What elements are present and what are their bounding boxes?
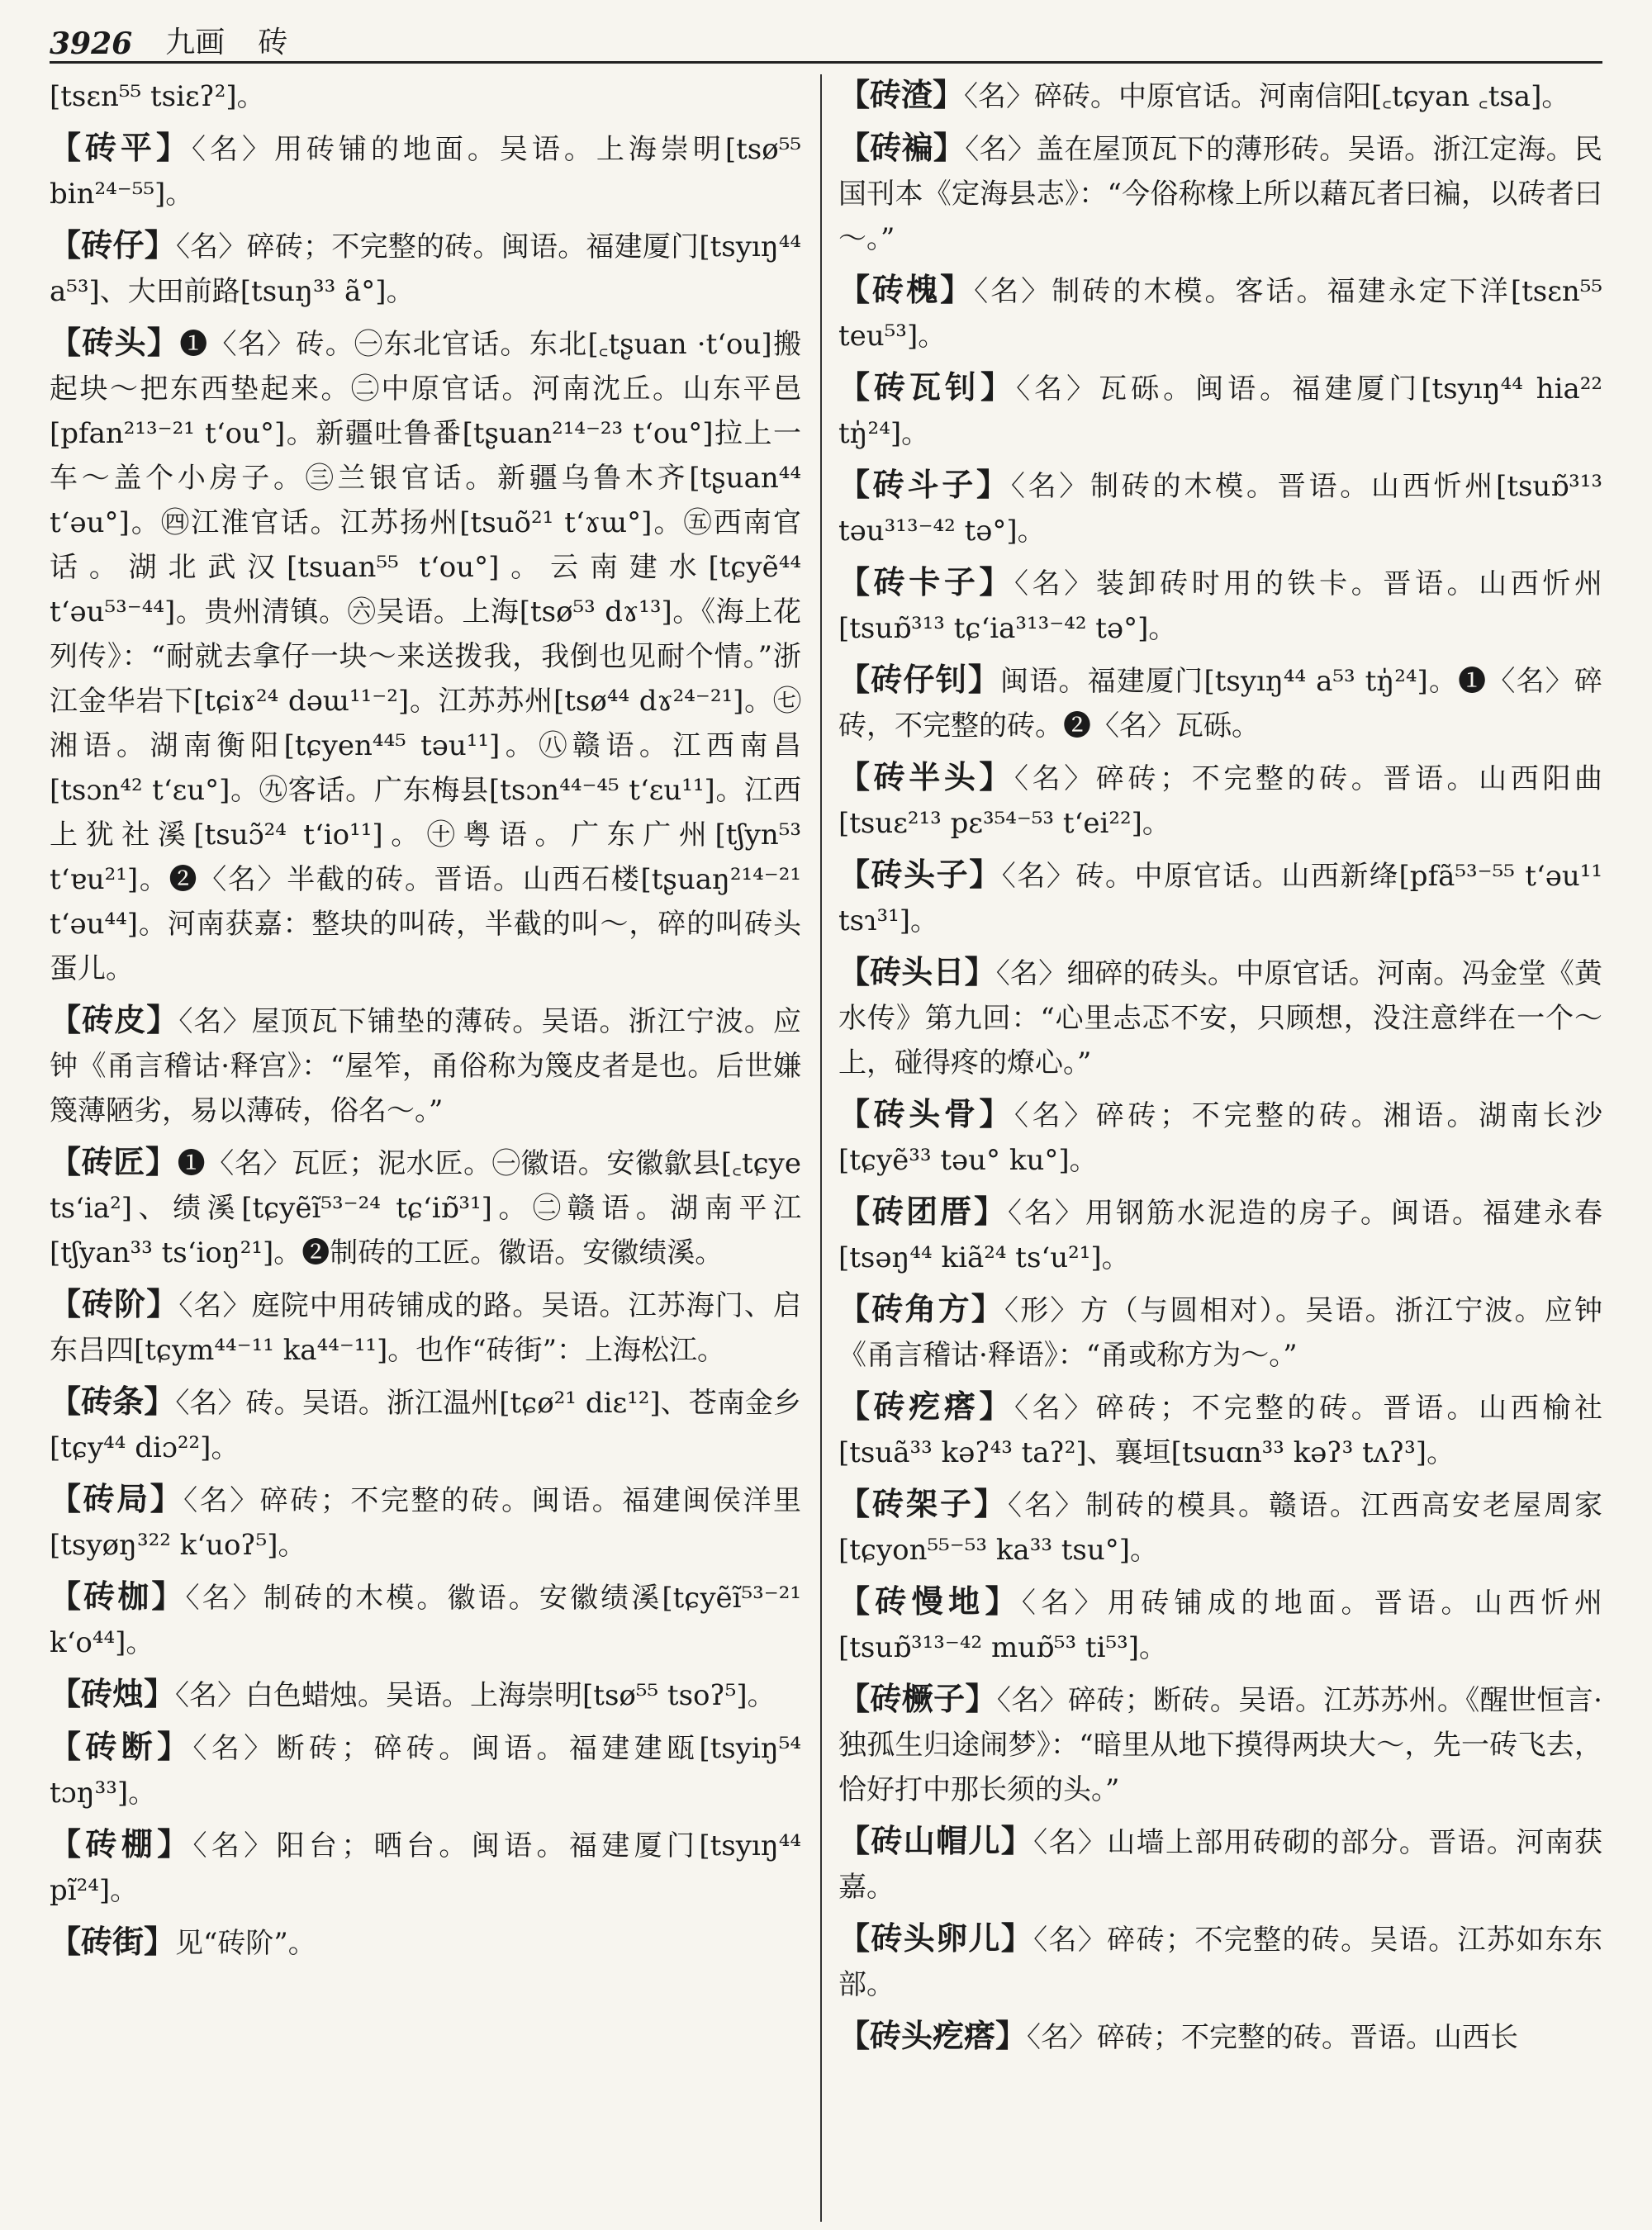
entry-definition: 〈名〉制砖的木模。客话。福建永定下洋[tsɛn⁵⁵ teu⁵³]。 <box>838 275 1602 353</box>
dictionary-entry <box>50 1672 801 1718</box>
section-label: 九画 <box>165 26 225 59</box>
dictionary-entry <box>838 1189 1602 1280</box>
dictionary-entry <box>838 1482 1602 1573</box>
entry-headword: 【砖匠】 <box>50 1143 178 1180</box>
entry-headword: 【砖仔】 <box>50 226 176 263</box>
entry-headword: 【砖阶】 <box>50 1285 179 1322</box>
entry-definition: 〈名〉屋顶瓦下铺垫的薄砖。吴语。浙江宁波。应钟《甬言稽诂·释宫》：“屋笮，甬俗称为篾皮者是也。后世嫌篾薄陋劣，易以薄砖，俗名～。” <box>50 1005 801 1127</box>
entry-headword: 【砖架子】 <box>838 1485 1008 1522</box>
dictionary-entry <box>50 1919 801 1966</box>
entry-headword: 【砖头卵儿】 <box>838 1919 1034 1957</box>
entry-definition: [tsɛn⁵⁵ tsiɛʔ²]。 <box>50 80 265 113</box>
entry-headword: 【砖瓦钊】 <box>838 368 1017 406</box>
dictionary-entry <box>50 1822 801 1913</box>
entry-headword: 【砖半头】 <box>838 758 1015 795</box>
entry-definition: 闽语。福建厦门[tsyıŋ⁴⁴ a⁵³ tŋ̍²⁴]。❶〈名〉碎砖，不完整的砖。❷〈名〉瓦砾。 <box>838 665 1602 743</box>
page-header <box>50 15 1602 64</box>
dictionary-entry <box>838 1579 1602 1670</box>
entry-definition: 〈名〉用砖铺成的地面。晋语。山西忻州[tsuɒ̃³¹³⁻⁴² muɒ̃⁵³ ti⁵³]。 <box>838 1587 1602 1664</box>
dictionary-entry <box>50 1725 801 1815</box>
entry-headword: 【砖山帽儿】 <box>838 1822 1034 1859</box>
entry-definition: 〈名〉装卸砖时用的铁卡。晋语。山西忻州[tsuɒ̃³¹³ tɕʻia³¹³⁻⁴² tə°]。 <box>838 567 1602 645</box>
entry-definition: 〈名〉碎砖。中原官话。河南信阳[꜀tɕyan ꜀tsa]。 <box>964 80 1570 113</box>
entry-headword: 【砖疙瘩】 <box>838 1388 1015 1425</box>
entry-definition: 〈名〉砖。中原官话。山西新绛[pfã⁵³⁻⁵⁵ tʻəu¹¹ tsɿ³¹]。 <box>838 860 1602 937</box>
entry-headword: 【砖头疙瘩】 <box>838 2017 1028 2054</box>
entry-definition: 〈名〉制砖的模具。赣语。江西高安老屋周家[tɕyon⁵⁵⁻⁵³ ka³³ tsu°]。 <box>838 1489 1602 1567</box>
entry-definition: 〈名〉碎砖；不完整的砖。闽语。福建闽侯洋里[tsyøŋ³²² kʻuoʔ⁵]。 <box>50 1484 801 1562</box>
entry-definition: 〈名〉用砖铺的地面。吴语。上海崇明[tsø⁵⁵ bin²⁴⁻⁵⁵]。 <box>50 133 801 211</box>
entry-headword: 【砖斗子】 <box>838 466 1011 503</box>
entry-definition: ❶〈名〉瓦匠；泥水匠。㊀徽语。安徽歙县[꜀tɕye tsʻia²]、绩溪[tɕyẽĩ⁵³⁻²⁴ tɕʻiɒ̃³¹]。㊁赣语。湖南平江[tʃyan³³ tsʻioŋ²¹]。❷制砖的工匠。徽语。安徽绩溪。 <box>50 1147 801 1269</box>
entry-definition: 〈形〉方（与圆相对）。吴语。浙江宁波。应钟《甬言稽诂·释语》：“甬或称方为～。” <box>838 1294 1602 1372</box>
entry-headword: 【砖慢地】 <box>838 1582 1022 1620</box>
entry-definition: 〈名〉碎砖；不完整的砖。晋语。山西阳曲[tsuɛ²¹³ pɛ³⁵⁴⁻⁵³ tʻei²²]。 <box>838 762 1602 840</box>
dictionary-entry <box>50 1282 801 1373</box>
entry-definition: 〈名〉制砖的木模。晋语。山西忻州[tsuɒ̃³¹³ təu³¹³⁻⁴² tə°]。 <box>838 470 1602 548</box>
entry-definition: 〈名〉碎砖；断砖。吴语。江苏苏州。《醒世恒言·独孤生归途闹梦》：“暗里从地下摸得两块大～，先一砖飞去，恰好打中那长须的头。” <box>838 1684 1602 1806</box>
entry-headword: 【砖棚】 <box>50 1825 193 1862</box>
dictionary-entry <box>838 560 1602 651</box>
entry-headword: 【砖头日】 <box>838 953 996 990</box>
entry-definition: 〈名〉阳台；晒台。闽语。福建厦门[tsyıŋ⁴⁴ pĩ²⁴]。 <box>50 1829 801 1907</box>
entry-headword: 【砖局】 <box>50 1480 184 1517</box>
entry-definition: 〈名〉碎砖；不完整的砖。晋语。山西榆社[tsuã³³ kəʔ⁴³ taʔ²]、襄垣[tsuɑn³³ kəʔ³ tʌʔ³]。 <box>838 1392 1602 1469</box>
entry-headword: 【砖褊】 <box>838 129 966 166</box>
dictionary-entry <box>838 463 1602 553</box>
dictionary-entry <box>838 365 1602 456</box>
dictionary-entry <box>838 1287 1602 1378</box>
dictionary-entry <box>50 1379 801 1470</box>
dictionary-entry <box>50 126 801 216</box>
entry-definition: 〈名〉瓦砾。闽语。福建厦门[tsyıŋ⁴⁴ hia²² tŋ̍²⁴]。 <box>838 372 1602 450</box>
entry-definition: 〈名〉盖在屋顶瓦下的薄形砖。吴语。浙江定海。民国刊本《定海县志》：“今俗称椽上所以藉瓦者曰褊，以砖者曰～。” <box>838 133 1602 255</box>
entry-definition: 〈名〉碎砖；不完整的砖。吴语。江苏如东东部。 <box>838 1924 1602 2001</box>
column-divider <box>820 74 822 2222</box>
entry-headword: 【砖皮】 <box>50 1001 179 1038</box>
dictionary-entry <box>838 852 1602 943</box>
dictionary-entry <box>50 73 801 119</box>
entry-headword: 【砖卡子】 <box>838 563 1015 600</box>
dictionary-entry <box>50 320 801 991</box>
entry-definition: 见“砖阶”。 <box>175 1927 316 1960</box>
entry-definition: 〈名〉碎砖；不完整的砖。闽语。福建厦门[tsyıŋ⁴⁴ a⁵³]、大田前路[tsuŋ³³ ã°]。 <box>50 230 801 308</box>
dictionary-entry <box>838 755 1602 846</box>
entry-definition: 〈名〉砖。吴语。浙江温州[tɕø²¹ diɛ¹²]、苍南金乡[tɕy⁴⁴ diɔ²²]。 <box>50 1387 801 1464</box>
entry-headword: 【砖槐】 <box>838 271 975 308</box>
entry-definition: 〈名〉山墙上部用砖砌的部分。晋语。河南获嘉。 <box>838 1826 1602 1904</box>
dictionary-entry <box>50 1477 801 1568</box>
entry-headword: 【砖枷】 <box>50 1578 186 1615</box>
dictionary-entry <box>838 1384 1602 1475</box>
entry-headword: 【砖团厝】 <box>838 1193 1008 1230</box>
dictionary-entry <box>838 950 1602 1085</box>
entry-headword: 【砖平】 <box>50 129 192 166</box>
dictionary-entry <box>50 223 801 314</box>
entry-headword: 【砖橛子】 <box>838 1680 997 1717</box>
entry-headword: 【砖头骨】 <box>838 1095 1015 1132</box>
entry-definition: 〈名〉制砖的木模。徽语。安徽绩溪[tɕyẽĩ⁵³⁻²¹ kʻo⁴⁴]。 <box>50 1582 801 1659</box>
entry-headword: 【砖头】 <box>50 324 180 361</box>
dictionary-entry <box>838 73 1602 119</box>
dictionary-entry <box>50 1574 801 1665</box>
dictionary-entry <box>838 268 1602 358</box>
entry-headword: 【砖断】 <box>50 1728 193 1765</box>
entry-headword: 【砖角方】 <box>838 1290 1004 1327</box>
dictionary-entry <box>838 657 1602 748</box>
dictionary-entry <box>838 1092 1602 1183</box>
entry-definition: 〈名〉断砖；碎砖。闽语。福建建瓯[tsyiŋ⁵⁴ tɔŋ³³]。 <box>50 1732 801 1810</box>
entry-definition: 〈名〉碎砖；不完整的砖。晋语。山西长 <box>1027 2021 1519 2054</box>
entry-headword: 【砖烛】 <box>50 1675 176 1712</box>
entry-definition: 〈名〉用钢筋水泥造的房子。闽语。福建永春[tsəŋ⁴⁴ kiã²⁴ tsʻu²¹]。 <box>838 1197 1602 1274</box>
page-number: 3926 <box>50 26 133 61</box>
entry-definition: 〈名〉白色蜡烛。吴语。上海崇明[tsø⁵⁵ tsoʔ⁵]。 <box>175 1679 776 1712</box>
dictionary-entry <box>838 2014 1602 2060</box>
header-char: 砖 <box>258 26 288 59</box>
entry-headword: 【砖仔钊】 <box>838 661 1001 698</box>
entry-headword: 【砖街】 <box>50 1923 176 1960</box>
entry-definition: 〈名〉细碎的砖头。中原官话。河南。冯金堂《黄水传》第九回：“心里忐忑不安，只顾想，没注意绊在一个～上，碰得疼的燎心。” <box>838 957 1602 1079</box>
dictionary-entry <box>838 126 1602 261</box>
dictionary-entry <box>50 1140 801 1275</box>
dictionary-entry <box>838 1677 1602 1812</box>
dictionary-entry <box>838 1916 1602 2007</box>
entry-definition: ❶〈名〉砖。㊀东北官话。东北[꜀tʂuan ·tʻou]搬起块～把东西垫起来。㊁中原官话。河南沈丘。山东平邑[pfan²¹³⁻²¹ tʻou°]。新疆吐鲁番[tʂuan²¹⁴⁻²³ tʻou°]拉上一车～盖个小房子。㊂兰银官话。新疆乌鲁木齐[tʂuan⁴⁴ tʻəu°]。㊃江淮官话。江苏扬州[tsuõ²¹ tʻɤɯ°]。㊄西南官话。湖北武汉[tsuan⁵⁵ tʻou°]。云南建水[tɕyẽ⁴⁴ tʻəu⁵³⁻⁴⁴]。贵州清镇。㊅吴语。上海[tsø⁵³ dɤ¹³]。《海上花列传》：“耐就去拿仔一块～来送拨我，我倒也见耐个情。”浙江金华岩下[tɕiɤ²⁴ dəɯ¹¹⁻²]。江苏苏州[tsø⁴⁴ dɤ²⁴⁻²¹]。㊆湘语。湖南衡阳[tɕyen⁴⁴⁵ təu¹¹]。㊇赣语。江西南昌[tsɔn⁴² tʻɛu°]。㊈客话。广东梅县[tsɔn⁴⁴⁻⁴⁵ tʻɛu¹¹]。江西上犹社溪[tsuɔ̃²⁴ tʻio¹¹]。㊉粤语。广东广州[tʃyn⁵³ tʻɐu²¹]。❷〈名〉半截的砖。晋语。山西石楼[tʂuaŋ²¹⁴⁻²¹ tʻəu⁴⁴]。河南获嘉：整块的叫砖，半截的叫～，碎的叫砖头蛋儿。 <box>50 328 801 985</box>
right-column <box>838 73 1602 2212</box>
entry-headword: 【砖渣】 <box>838 76 965 113</box>
dictionary-entry <box>838 1819 1602 1910</box>
dictionary-entry <box>50 998 801 1133</box>
entry-headword: 【砖条】 <box>50 1383 176 1420</box>
entry-headword: 【砖头子】 <box>838 856 1002 893</box>
entry-definition: 〈名〉碎砖；不完整的砖。湘语。湖南长沙[tɕyẽ³³ təu° ku°]。 <box>838 1099 1602 1177</box>
entry-definition: 〈名〉庭院中用砖铺成的路。吴语。江苏海门、启东吕四[tɕym⁴⁴⁻¹¹ ka⁴⁴⁻¹¹]。也作“砖街”：上海松江。 <box>50 1289 801 1367</box>
left-column <box>50 73 801 2212</box>
